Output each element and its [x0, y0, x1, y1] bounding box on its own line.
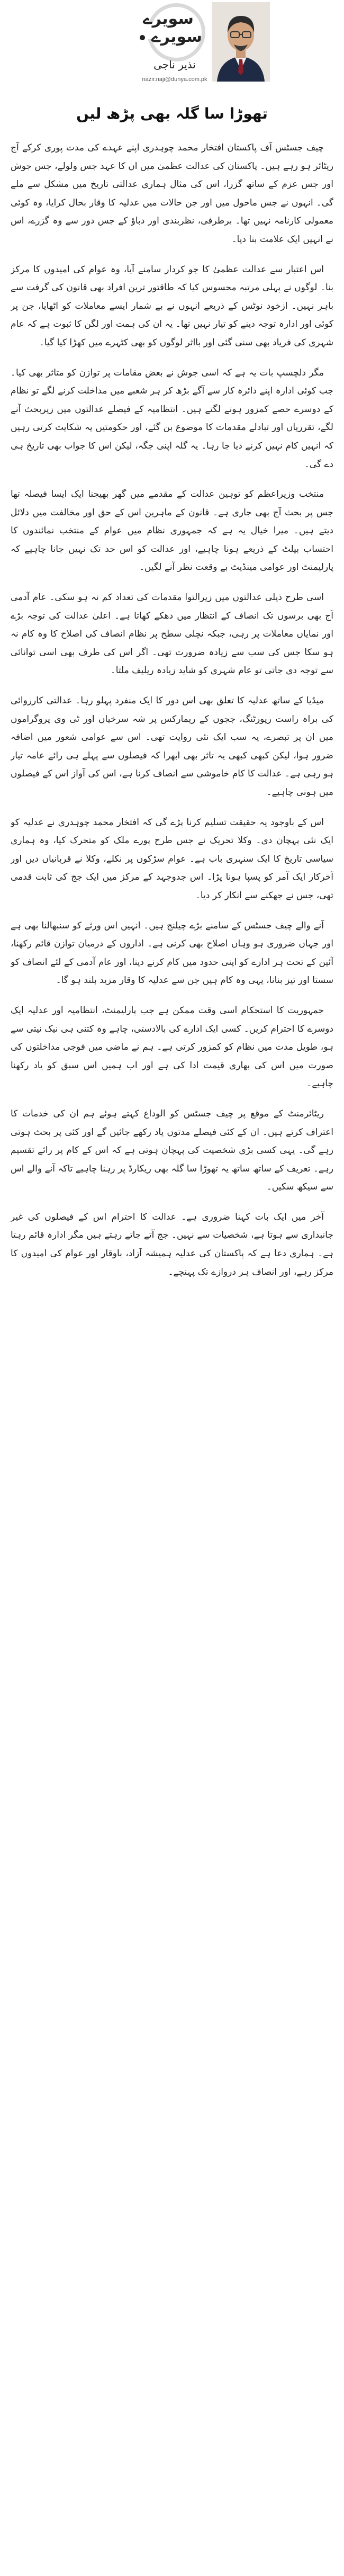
article-paragraph: آنے والے چیف جسٹس کے سامنے بڑے چیلنج ہیں۔ انہیں اس ورثے کو سنبھالنا بھی ہے اور جہاں ضروری ہو وہاں اصلاح بھی کرنی ہے۔ اداروں کے درمیان توازن قائم رکھنا، آئین کے تحت ہر ادارے کو اپنی حدود میں کام کرنے دینا، اور عام آدمی کے لئے انصاف کو سستا اور تیز بنانا، یہی وہ کام ہیں جن سے عدلیہ کا وقار مزید بلند ہو گا۔ [11, 920, 333, 986]
column-headline: تھوڑا سا گلہ بھی پڑھ لیں [76, 105, 268, 122]
article-paragraph: میڈیا کے ساتھ عدلیہ کا تعلق بھی اس دور کا ایک منفرد پہلو رہا۔ عدالتی کارروائی کی براہ راست رپورٹنگ، ججوں کے ریمارکس پر شہ سرخیاں اور ٹی وی پروگراموں میں ان پر تبصرے، یہ سب ایک نئی روایت تھی۔ اس سے عوامی شعور میں اضافہ ضرور ہوا، لیکن کبھی کبھی یہ تاثر بھی ابھرا کہ فیصلوں سے پہلے ہی رائے عامہ تیار ہو رہی ہے۔ عدالت کا کام خاموشی سے انصاف کرنا ہے، اس کی آواز اس کے فیصلوں میں ہونی چاہیے۔ [11, 695, 333, 798]
article-paragraph: آخر میں ایک بات کہنا ضروری ہے۔ عدالت کا احترام اس کے فیصلوں کی غیر جانبداری سے ہوتا ہے، شخصیات سے نہیں۔ جج آتے جاتے رہتے ہیں مگر ادارہ قائم رہتا ہے۔ ہماری دعا ہے کہ پاکستان کی عدلیہ ہمیشہ آزاد، باوقار اور عوام کی امیدوں کا مرکز رہے، اور انصاف ہر دروازے تک پہنچے۔ [11, 1211, 333, 1277]
article-paragraph: جمہوریت کا استحکام اسی وقت ممکن ہے جب پارلیمنٹ، انتظامیہ اور عدلیہ ایک دوسرے کا احترام کریں۔ کسی ایک ادارے کی بالادستی، چاہے وہ کتنی ہی نیک نیتی سے ہو، طویل مدت میں نظام کو کمزور کرتی ہے۔ ہم نے ماضی میں فوجی مداخلتوں کی صورت میں اس کی بھاری قیمت ادا کی ہے اور اب ہمیں اس سبق کو یاد رکھنا چاہیے۔ [11, 1005, 333, 1089]
masthead-word-2: سویرے [151, 28, 202, 46]
column-header [79, 0, 270, 103]
author-name: نذیر ناجی [153, 58, 196, 71]
masthead-word-1: سویرے [143, 10, 194, 28]
article-paragraph: اس اعتبار سے عدالت عظمیٰ کا جو کردار سامنے آیا، وہ عوام کی امیدوں کا مرکز بنا۔ لوگوں نے پہلی مرتبہ محسوس کیا کہ طاقتور ترین افراد بھی قانون کی گرفت سے باہر نہیں۔ ازخود نوٹس کے ذریعے انہوں نے بے شمار ایسے معاملات کو اٹھایا، جن پر کوئی اور ادارہ توجہ دینے کو تیار نہیں تھا۔ یہ ان کی ہمت اور لگن کا ثبوت ہے کہ عام شہری کی فریاد بھی سنی گئی اور بااثر لوگوں کو بھی کٹہرے میں کھڑا کیا گیا۔ [11, 264, 333, 348]
article-paragraph: اس کے باوجود یہ حقیقت تسلیم کرنا پڑے گی کہ افتخار محمد چوہدری نے عدلیہ کو ایک نئی پہچان دی۔ وکلا تحریک نے جس طرح پورے ملک کو متحرک کیا، وہ ہماری سیاسی تاریخ کا ایک سنہری باب ہے۔ عوام سڑکوں پر نکلے، وکلا نے قربانیاں دیں اور آخرکار ایک آمر کو پسپا ہونا پڑا۔ اس جدوجہد کے مرکز میں ایک جج کی ثابت قدمی تھی، جس نے جھکنے سے انکار کر دیا۔ [11, 817, 333, 901]
article-paragraph: اسی طرح ذیلی عدالتوں میں زیرالتوا مقدمات کی تعداد کم نہ ہو سکی۔ عام آدمی آج بھی برسوں تک انصاف کے انتظار میں دھکے کھاتا ہے۔ اعلیٰ عدالت کی توجہ بڑے اور نمایاں معاملات پر رہی، جبکہ نچلی سطح پر نظام انصاف کی اصلاح کا وہ کام نہ ہو سکا جس کی سب سے زیادہ ضرورت تھی۔ اگر اس کی طرف بھی اسی توانائی سے توجہ دی جاتی تو عام شہری کو شاید زیادہ ریلیف ملتا۔ [11, 592, 333, 676]
author-photo [212, 2, 270, 82]
article-paragraph: مگر دلچسپ بات یہ ہے کہ اسی جوش نے بعض مقامات پر توازن کو متاثر بھی کیا۔ جب کوئی ادارہ اپنے دائرہ کار سے آگے بڑھ کر ہر شعبے میں مداخلت کرنے لگے تو نظام کے دوسرے حصے کمزور ہونے لگتے ہیں۔ انتظامیہ کے فیصلے عدالتوں میں زیربحث آنے لگے، تقرریاں اور تبادلے مقدمات کا موضوع بن گئے، اور حکومتیں یہ شکایت کرتی رہیں کہ انہیں کام نہیں کرنے دیا جا رہا۔ یہ گلہ اپنی جگہ، لیکن اس کا جواب بھی تاریخ ہی دے گی۔ [11, 367, 333, 470]
article-paragraph: ریٹائرمنٹ کے موقع پر چیف جسٹس کو الوداع کہتے ہوئے ہم ان کی خدمات کا اعتراف کرتے ہیں۔ ان کے کئی فیصلے مدتوں یاد رکھے جائیں گے اور کئی پر بحث ہوتی رہے گی۔ یہی کسی بڑی شخصیت کی پہچان ہوتی ہے کہ اس کے کام پر رائے تقسیم رہے۔ تعریف کے ساتھ ساتھ یہ تھوڑا سا گلہ بھی ریکارڈ پر رہنا چاہیے تاکہ آنے والے اس سے سیکھ سکیں۔ [11, 1108, 333, 1193]
author-email: nazir.naji@dunya.com.pk [142, 76, 207, 83]
article-paragraph: چیف جسٹس آف پاکستان افتخار محمد چوہدری اپنے عہدے کی مدت پوری کرکے آج ریٹائر ہو رہے ہیں۔ پاکستان کی عدالت عظمیٰ میں ان کا عہد جس ولولے، جس جوش اور جس عزم کے ساتھ گزرا، اس کی مثال ہماری عدالتی تاریخ میں مشکل سے ملے گی۔ انہوں نے جس ماحول میں اور جن حالات میں عدلیہ کا وقار بحال کرایا، وہ کوئی معمولی کارنامہ نہیں تھا۔ برطرفی، نظربندی اور دباؤ کے جس دور سے وہ گزرے، اس نے انہیں ایک علامت بنا دیا۔ [11, 142, 333, 245]
column-masthead-logo [138, 2, 212, 55]
article-body [11, 139, 333, 2564]
article-paragraph: منتخب وزیراعظم کو توہین عدالت کے مقدمے میں گھر بھیجنا ایک ایسا فیصلہ تھا جس پر بحث آج بھی جاری ہے۔ قانون کے ماہرین اس کے حق اور مخالفت میں دلائل دیتے ہیں۔ میرا خیال یہ ہے کہ جمہوری نظام میں عوام کے منتخب نمائندوں کا احتساب بیلٹ کے ذریعے ہونا چاہیے، اور عدالت کو اس حد تک نہیں جانا چاہیے کہ پارلیمنٹ اور عوامی مینڈیٹ بے وقعت نظر آنے لگیں۔ [11, 489, 333, 573]
